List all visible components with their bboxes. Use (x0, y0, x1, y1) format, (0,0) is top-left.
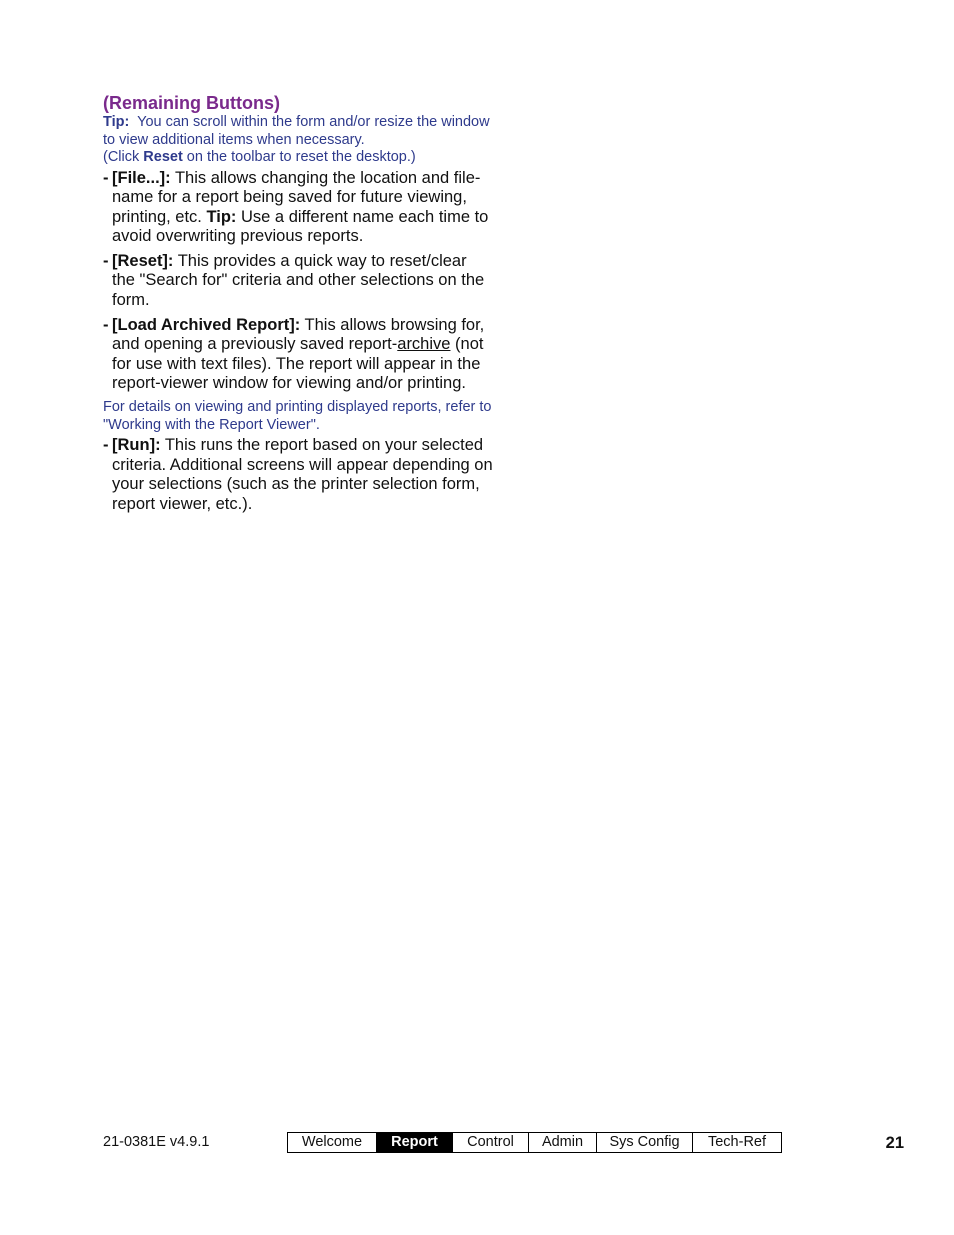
load-text-a: This allows browsing for, and opening a previously saved report- (112, 315, 485, 354)
list-item-reset (103, 252, 493, 311)
archive-link[interactable]: archive (397, 335, 451, 354)
section-title: (Remaining Buttons) (103, 93, 280, 113)
tip-reset-word: Reset (143, 149, 183, 165)
tip-text: You can scroll within the form and/or resize the window to view additional items when necessary. (103, 114, 490, 148)
chapter-nav (287, 1132, 782, 1153)
file-tip-label: Tip: (206, 207, 237, 226)
reset-button-label: [Reset]: (112, 251, 174, 270)
tip-line2-a: (Click (103, 149, 144, 165)
file-text-a: This allows changing the location and file-name for a report being saved for future viewing, printing, etc. (112, 168, 481, 226)
list-dash: - (103, 315, 109, 334)
file-text-b: Use a different name each time to avoid overwriting previous reports. (112, 207, 489, 246)
tip-line2-b: on the toolbar to reset the desktop.) (182, 149, 416, 165)
tip-note (103, 114, 493, 167)
nav-tab-admin[interactable]: Admin (529, 1133, 597, 1152)
page-number: 21 (885, 1134, 904, 1152)
load-archived-button-label: [Load Archived Report]: (112, 315, 301, 334)
run-button-label: [Run]: (112, 436, 161, 455)
nav-tab-welcome[interactable]: Welcome (288, 1133, 377, 1152)
main-content (103, 92, 493, 519)
list-dash: - (103, 436, 109, 455)
details-note: For details on viewing and printing displayed reports, refer to "Working with the Report Viewer". (103, 399, 492, 433)
file-button-label: [File...]: (112, 168, 171, 187)
document-code: 21-0381E v4.9.1 (103, 1134, 210, 1150)
nav-tab-control[interactable]: Control (453, 1133, 529, 1152)
list-item-run (103, 436, 493, 514)
list-item-load-archived (103, 316, 493, 394)
reset-text: This provides a quick way to reset/clear the "Search for" criteria and other selections on the form. (112, 251, 485, 310)
run-text: This runs the report based on your selected criteria. Additional screens will appear depending on your selections (such as the printer selection form, report viewer, etc.). (112, 436, 493, 513)
list-dash: - (103, 251, 109, 270)
list-item-file (103, 169, 493, 247)
nav-tab-tech-ref[interactable]: Tech-Ref (693, 1133, 781, 1152)
load-text-b: (not for use with text files). The report will appear in the report-viewer window for viewing and/or printing. (112, 335, 484, 393)
nav-tab-report[interactable]: Report (377, 1133, 453, 1152)
nav-tab-sys-config[interactable]: Sys Config (597, 1133, 693, 1152)
tip-label: Tip: (103, 114, 130, 130)
list-dash: - (103, 168, 109, 187)
